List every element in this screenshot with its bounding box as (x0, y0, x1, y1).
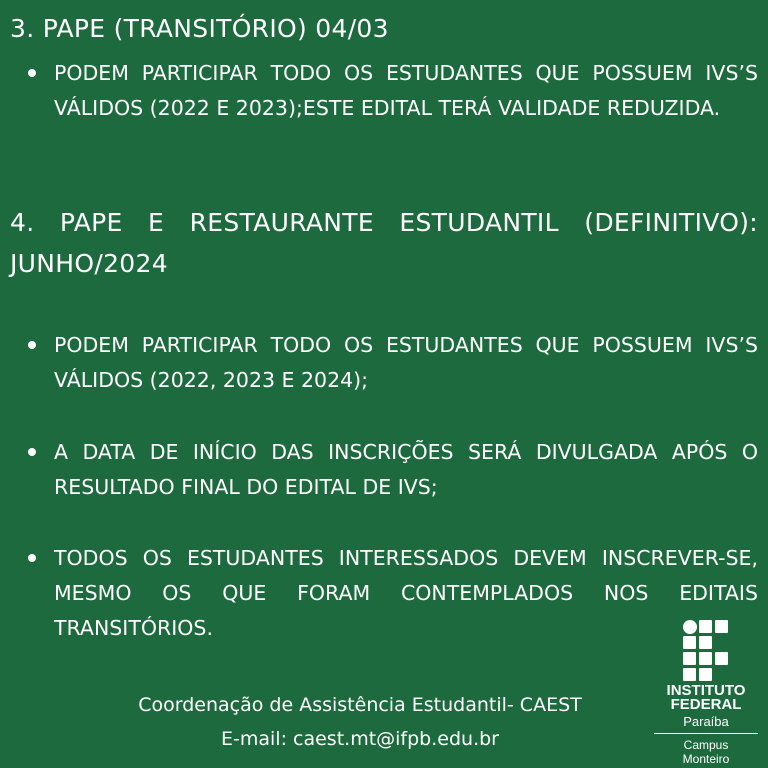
list-item (28, 541, 758, 646)
bullet-text: A DATA DE INÍCIO DAS INSCRIÇÕES SERÁ DIVULGADA APÓS O RESULTADO FINAL DO EDITAL DE IVS; (54, 440, 758, 499)
bullet-icon (28, 554, 36, 562)
bullet-text: TODOS OS ESTUDANTES INTERESSADOS DEVEM INSCREVER-SE, MESMO OS QUE FORAM CONTEMPLADOS NOS EDITAIS TRANSITÓRIOS. (54, 546, 758, 640)
list-item (28, 56, 758, 126)
logo-campus-1: Campus (683, 738, 729, 752)
footer-organization: Coordenação de Assistência Estudantil- CAEST (138, 694, 582, 716)
logo-grid-icon (683, 620, 729, 680)
section-3-heading: 3. PAPE (TRANSITÓRIO) 04/03 (10, 14, 389, 43)
bullet-icon (28, 69, 36, 77)
logo-campus-2: Monteiro (682, 752, 730, 766)
footer-email: E-mail: caest.mt@ifpb.edu.br (221, 728, 499, 750)
logo-line-1: INSTITUTO (666, 682, 746, 699)
bullet-text: PODEM PARTICIPAR TODO OS ESTUDANTES QUE POSSUEM IVS’S VÁLIDOS (2022, 2023 E 2024); (54, 333, 758, 392)
bullet-icon (28, 341, 36, 349)
bullet-text: PODEM PARTICIPAR TODO OS ESTUDANTES QUE POSSUEM IVS’S VÁLIDOS (2022 E 2023);ESTE EDITAL TERÁ VALIDADE REDUZIDA. (54, 61, 758, 120)
logo-divider (654, 733, 758, 734)
bullet-icon (28, 448, 36, 456)
section-4-heading: 4. PAPE E RESTAURANTE ESTUDANTIL (DEFINITIVO): JUNHO/2024 (10, 208, 758, 278)
list-item (28, 328, 758, 398)
institution-logo (650, 620, 768, 768)
logo-state: Paraíba (683, 714, 729, 729)
list-item (28, 435, 758, 505)
logo-line-2: FEDERAL (670, 696, 742, 713)
